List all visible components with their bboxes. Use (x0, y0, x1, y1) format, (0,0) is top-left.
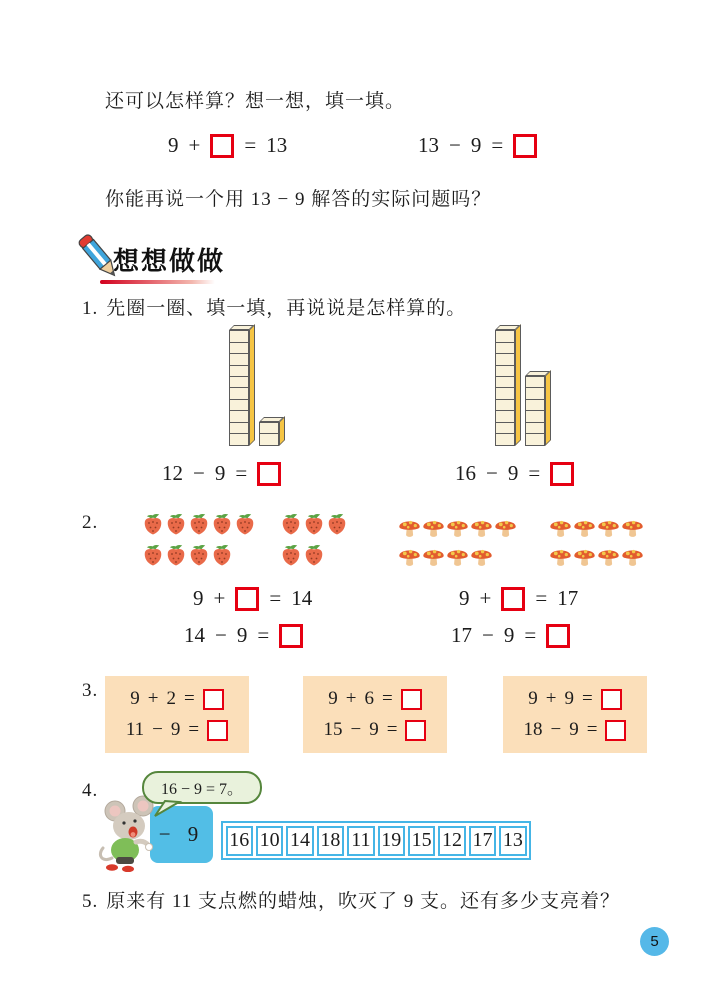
equation-token: 17 (557, 586, 579, 610)
equation-16-minus-9 (455, 461, 574, 486)
fruit-row (398, 544, 517, 568)
equation-11-minus-9 (126, 719, 228, 741)
equation-9-plus-blank-equals-17 (459, 586, 578, 611)
page-number-badge: 5 (640, 927, 669, 956)
equation-token: 9 (507, 461, 519, 485)
strawberry-icon (165, 510, 187, 536)
equation-token: + (479, 586, 492, 610)
equation-token: − (550, 719, 562, 740)
number-card: 10 (256, 826, 283, 856)
answer-box[interactable] (235, 587, 259, 611)
number-card: 17 (469, 826, 496, 856)
number-card: 16 (226, 826, 253, 856)
fact-family-box-2 (303, 676, 447, 753)
equation-token: 9 (328, 688, 338, 709)
fruit-row (280, 510, 348, 536)
equation-token: − (350, 719, 362, 740)
speech-bubble-tail (153, 800, 183, 818)
number-card: 15 (408, 826, 435, 856)
equation-token: = (491, 133, 504, 157)
answer-box[interactable] (550, 462, 574, 486)
equation-token: = (269, 586, 282, 610)
question-5-label: 5. (82, 891, 99, 912)
answer-box[interactable] (405, 720, 426, 741)
answer-box[interactable] (513, 134, 537, 158)
mushroom-icon (470, 544, 493, 568)
strawberry-icon (188, 510, 210, 536)
mushroom-icon (621, 515, 644, 539)
equation-token: + (345, 688, 357, 709)
minus-9-cube: − 9 (150, 806, 213, 863)
equation-token: 9 (470, 133, 482, 157)
strawberry-icon (326, 510, 348, 536)
equation-token: 9 (503, 623, 515, 647)
equation-token: 9 (528, 688, 538, 709)
fruit-row (280, 541, 348, 567)
equation-9-plus-6 (328, 688, 421, 710)
equation-token: 6 (364, 688, 374, 709)
equation-token: − (215, 623, 227, 647)
mushroom-icon (573, 515, 596, 539)
fruit-row (142, 510, 256, 536)
equation-9-plus-9 (528, 688, 621, 710)
mushroom-group-9 (398, 515, 517, 568)
answer-box[interactable] (501, 587, 525, 611)
equation-17-minus-9 (451, 623, 570, 648)
equation-token: = (382, 688, 393, 709)
number-card: 19 (378, 826, 405, 856)
mushroom-icon (494, 515, 517, 539)
mushroom-icon (597, 515, 620, 539)
strawberry-icon (280, 541, 302, 567)
number-card: 12 (438, 826, 465, 856)
equation-token: = (582, 688, 593, 709)
equation-14-minus-9 (184, 623, 303, 648)
equation-token: − (152, 719, 163, 740)
mushroom-group-8 (549, 515, 644, 568)
equation-token: 16 (455, 461, 476, 485)
strawberry-icon (211, 510, 233, 536)
block-towers-16 (495, 326, 545, 446)
question-5-text: 5. 原来有 11 支点燃的蜡烛，吹灭了 9 支。还有多少支亮着？ (82, 891, 621, 912)
block-tower-of-6 (525, 376, 545, 446)
equation-token: = (528, 461, 541, 485)
equation-token: 9 (130, 688, 140, 709)
equation-12-minus-9 (162, 461, 281, 486)
equation-token: + (147, 688, 159, 709)
equation-token: = (184, 688, 195, 709)
block-tower-of-2 (259, 422, 279, 446)
equation-token: 9 (564, 688, 574, 709)
answer-box[interactable] (210, 134, 234, 158)
equation-token: − (486, 461, 498, 485)
strawberry-icon (142, 510, 164, 536)
equation-token: 9 (168, 133, 179, 157)
mushroom-icon (446, 544, 469, 568)
equation-token: + (213, 586, 226, 610)
title-underline (100, 280, 215, 284)
equation-token: = (188, 719, 200, 740)
unit-cube (495, 433, 515, 446)
equation-token: 14 (291, 586, 313, 610)
answer-box[interactable] (601, 689, 622, 710)
equation-token: − (449, 133, 461, 157)
equation-token: 9 (236, 623, 248, 647)
mushroom-icon (422, 544, 445, 568)
answer-box[interactable] (546, 624, 570, 648)
answer-box[interactable] (401, 689, 422, 710)
equation-token: 18 (523, 719, 543, 740)
equation-token: = (244, 133, 257, 157)
equation-token: 9 (459, 586, 470, 610)
fruit-row (549, 544, 644, 568)
mushroom-icon (398, 544, 421, 568)
equation-token: = (586, 719, 598, 740)
answer-box[interactable] (207, 720, 228, 741)
equation-18-minus-9 (524, 719, 627, 741)
speech-bubble: 16 − 9 = 7。 (142, 771, 262, 804)
equation-token: = (535, 586, 548, 610)
block-tower-of-10 (495, 330, 515, 446)
strawberry-group-5 (280, 510, 348, 567)
mushroom-icon (573, 544, 596, 568)
number-card: 11 (347, 826, 374, 856)
question-4-label: 4. (82, 780, 99, 801)
equation-token: = (386, 719, 398, 740)
mushroom-icon (422, 515, 445, 539)
block-tower-of-10 (229, 330, 249, 446)
fact-family-box-1 (105, 676, 249, 753)
answer-box[interactable] (605, 720, 626, 741)
number-strip (221, 821, 531, 860)
equation-token: 9 (569, 719, 579, 740)
equation-token: − (482, 623, 494, 647)
question-2-label: 2. (82, 512, 99, 533)
intro-text: 还可以怎样算？想一想，填一填。 (105, 91, 406, 112)
section-title: 想想做做 (113, 246, 226, 276)
equation-token: 9 (214, 461, 226, 485)
strawberry-icon (303, 541, 325, 567)
equation-token: 17 (451, 623, 472, 647)
strawberry-icon (188, 541, 210, 567)
strawberry-icon (303, 510, 325, 536)
fruit-row (398, 515, 517, 539)
equation-token: 2 (166, 688, 176, 709)
mushroom-icon (549, 544, 572, 568)
answer-box[interactable] (257, 462, 281, 486)
question-1-label: 1. (82, 298, 99, 319)
equation-token: + (545, 688, 557, 709)
number-card: 18 (317, 826, 344, 856)
equation-token: 9 (170, 719, 181, 740)
equation-token: = (257, 623, 270, 647)
block-towers-12 (229, 326, 279, 446)
mushroom-icon (470, 515, 493, 539)
mushroom-icon (597, 544, 620, 568)
number-card: 13 (499, 826, 526, 856)
strawberry-icon (280, 510, 302, 536)
strawberry-icon (165, 541, 187, 567)
equation-token: 14 (184, 623, 205, 647)
equation-token: 9 (193, 586, 204, 610)
equation-token: + (188, 133, 201, 157)
question-1-text: 1. 先圈一圈、填一填，再说说是怎样算的。 (82, 298, 467, 319)
equation-9-plus-blank-equals-13 (168, 133, 287, 158)
equation-token: 11 (125, 719, 145, 740)
mushroom-icon (549, 515, 572, 539)
equation-token: = (524, 623, 537, 647)
equation-token: = (235, 461, 248, 485)
strawberry-icon (211, 541, 233, 567)
mushroom-icon (398, 515, 421, 539)
mushroom-icon (621, 544, 644, 568)
answer-box[interactable] (203, 689, 224, 710)
mushroom-icon (446, 515, 469, 539)
equation-9-plus-blank-equals-14 (193, 586, 312, 611)
strawberry-icon (234, 510, 256, 536)
unit-cube (229, 433, 249, 446)
equation-9-plus-2 (130, 688, 223, 710)
equation-token: − (193, 461, 205, 485)
question-3-label: 3. (82, 680, 99, 701)
unit-cube (259, 433, 279, 446)
fact-family-box-3 (503, 676, 647, 753)
strawberry-group-9 (142, 510, 256, 567)
equation-15-minus-9 (324, 719, 427, 741)
equation-13-minus-9-equals-blank (418, 133, 537, 158)
strawberry-icon (142, 541, 164, 567)
equation-token: 12 (162, 461, 183, 485)
fruit-row (549, 515, 644, 539)
number-card: 14 (286, 826, 313, 856)
equation-token: 9 (369, 719, 379, 740)
equation-token: 13 (266, 133, 288, 157)
unit-cube (525, 433, 545, 446)
fruit-row (142, 541, 256, 567)
followup-question-text: 你能再说一个用 13 − 9 解答的实际问题吗？ (105, 189, 492, 210)
answer-box[interactable] (279, 624, 303, 648)
equation-token: 15 (323, 719, 343, 740)
equation-token: 13 (418, 133, 439, 157)
